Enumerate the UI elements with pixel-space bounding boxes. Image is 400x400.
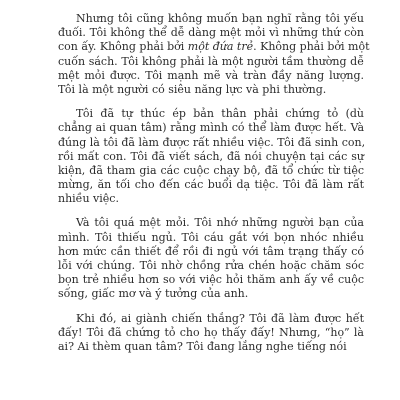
- text-segment: Tôi là một người có siêu năng lực và phi thường.: [58, 82, 327, 96]
- text-line: [58, 150, 364, 164]
- text-line: [58, 136, 364, 150]
- text-segment: Khi đó, ai giành chiến thắng? Tôi đã làm được hết: [76, 311, 364, 325]
- text-line: [58, 312, 364, 326]
- text-segment: con ấy. Không phải bởi: [58, 40, 188, 54]
- text-line: [58, 245, 364, 259]
- text-line: [58, 107, 364, 121]
- text-segment: Tôi đã tự thúc ép bản thân phải chứng tỏ (dù: [76, 107, 364, 121]
- text-line: [58, 69, 364, 83]
- text-segment: đúng là tôi đã làm được rất nhiều việc. Tôi đã sinh con,: [58, 135, 366, 149]
- text-line: [58, 55, 364, 69]
- paragraph-gap: [58, 302, 364, 312]
- paragraph-gap: [58, 206, 364, 216]
- paragraph: [58, 107, 364, 206]
- text-line: [58, 26, 364, 40]
- text-segment: hơn mức cần thiết để rồi đi ngủ với tâm trạng thấy có: [58, 244, 364, 258]
- text-segment: cuốn sách. Tôi không phải là một người tầm thường dễ: [58, 54, 364, 68]
- text-line: [58, 192, 364, 206]
- text-segment: nhiều việc.: [58, 192, 119, 206]
- text-line: [58, 40, 370, 54]
- paragraph: [58, 216, 364, 301]
- text-line: [58, 340, 364, 354]
- italic-text: một đứa trẻ: [187, 40, 254, 54]
- paragraph: [58, 12, 370, 97]
- text-line: [58, 83, 364, 97]
- paragraph-gap: [58, 97, 364, 107]
- paragraph: [58, 312, 364, 355]
- text-line: [58, 273, 364, 287]
- text-segment: đuối. Tôi không thể dễ dàng mệt mỏi vì những thứ còn: [58, 26, 364, 40]
- text-segment: mệt mỏi được. Tôi mạnh mẽ và tràn đầy năng lượng.: [58, 68, 364, 82]
- text-segment: Nhưng tôi cũng không muốn bạn nghĩ rằng tôi yếu: [76, 12, 364, 25]
- text-segment: chẳng ai quan tâm) rằng mình có thể làm được hết. Và: [58, 121, 364, 135]
- text-segment: đấy! Tôi đã chứng tỏ cho họ thấy đấy! Nhưng, “họ” là: [58, 325, 364, 339]
- text-line: [58, 12, 364, 26]
- text-segment: sống, giấc mơ và ý tưởng của anh.: [58, 287, 249, 301]
- text-segment: lỗi với chúng. Tôi nhờ chồng rửa chén hoặc chăm sóc: [58, 259, 364, 272]
- text-segment: ai? Ai thèm quan tâm? Tôi đang lắng nghe tiếng nói: [58, 339, 347, 353]
- text-line: [58, 164, 364, 178]
- text-line: [58, 121, 364, 135]
- text-line: [58, 287, 364, 301]
- text-line: [58, 231, 364, 245]
- page-body-text: [58, 12, 370, 354]
- text-segment: . Không phải bởi một: [253, 40, 370, 54]
- text-segment: kiện, đã tham gia các cuộc chạy bộ, đã tổ chức từ tiệc: [58, 163, 364, 177]
- text-line: [58, 178, 364, 192]
- text-line: [58, 259, 364, 273]
- text-segment: Và tôi quá mệt mỏi. Tôi nhớ những người bạn của: [76, 216, 364, 230]
- text-segment: mình. Tôi thiếu ngủ. Tôi cáu gắt với bọn nhóc nhiều: [58, 230, 364, 244]
- text-segment: mừng, ăn tối cho đến các buổi dạ tiệc. Tôi đã làm rất: [58, 178, 364, 192]
- text-segment: rồi mất con. Tôi đã viết sách, đã nói chuyện tại các sự: [58, 149, 364, 163]
- text-segment: bọn trẻ nhiều hơn so với việc hỏi thăm anh ấy về cuộc: [58, 273, 364, 287]
- text-line: [58, 326, 364, 340]
- text-line: [58, 216, 364, 230]
